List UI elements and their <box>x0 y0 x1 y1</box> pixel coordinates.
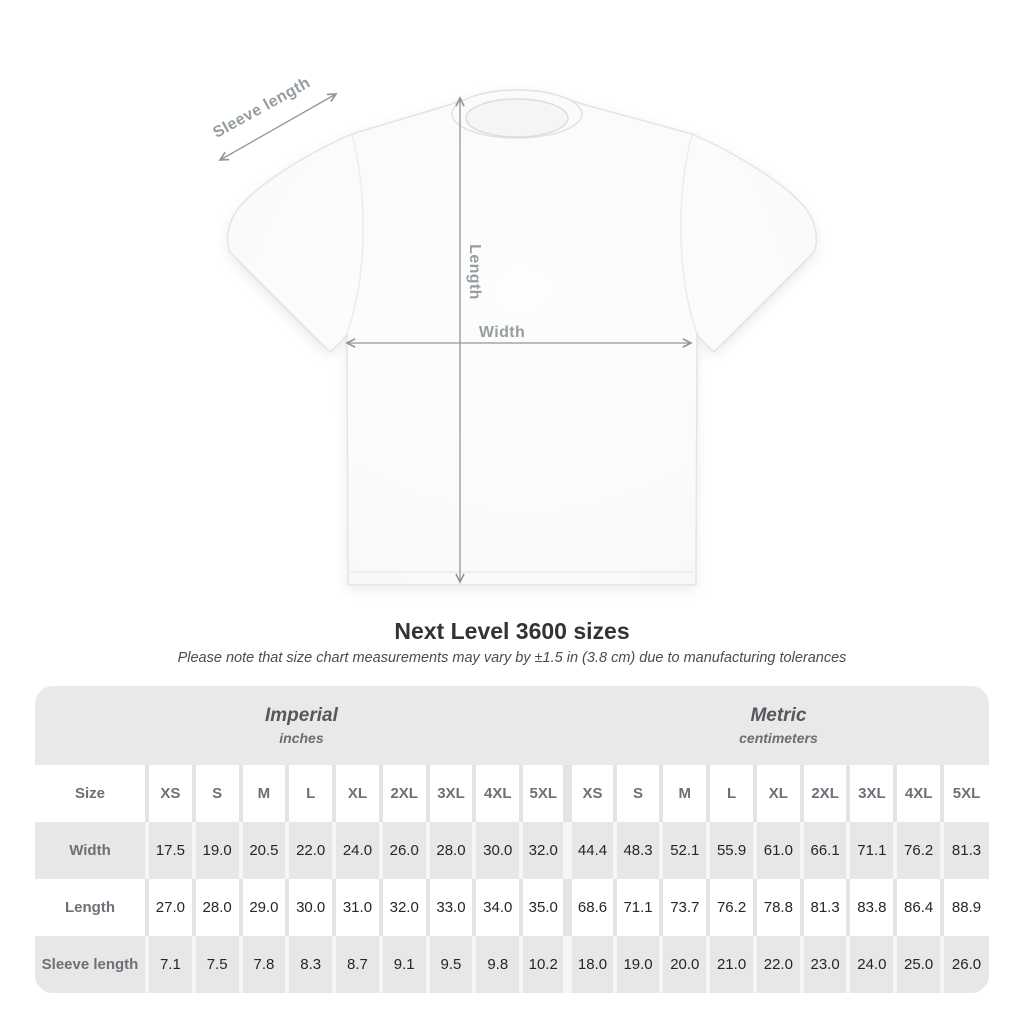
value-cell: 33.0 <box>428 879 475 936</box>
collar-inner <box>466 99 568 137</box>
value-cell: 7.8 <box>241 936 288 993</box>
value-cell: 76.2 <box>708 879 755 936</box>
value-cell: 71.1 <box>615 879 662 936</box>
value-cell: 83.8 <box>848 879 895 936</box>
value-cell: 20.0 <box>661 936 708 993</box>
value-cell: 81.3 <box>802 879 849 936</box>
column-header-metric-2xl: 2XL <box>802 765 849 822</box>
column-header-metric-m: M <box>661 765 708 822</box>
value-cell: 20.5 <box>241 822 288 879</box>
tolerance-note: Please note that size chart measurements may vary by ±1.5 in (3.8 cm) due to manufacturing tolerances <box>177 650 847 666</box>
value-cell: 19.0 <box>615 936 662 993</box>
size-chart-table <box>35 686 989 993</box>
value-cell: 19.0 <box>194 822 241 879</box>
imperial-group-sublabel: inches <box>279 730 324 746</box>
value-cell: 32.0 <box>521 822 568 879</box>
value-cell: 28.0 <box>428 822 475 879</box>
value-cell: 26.0 <box>942 936 989 993</box>
value-cell: 23.0 <box>802 936 849 993</box>
value-cell: 9.5 <box>428 936 475 993</box>
table-row-width <box>35 822 989 879</box>
value-cell: 7.1 <box>147 936 194 993</box>
value-cell: 30.0 <box>474 822 521 879</box>
value-cell: 81.3 <box>942 822 989 879</box>
value-cell: 34.0 <box>474 879 521 936</box>
value-cell: 68.6 <box>568 879 615 936</box>
value-cell: 35.0 <box>521 879 568 936</box>
column-header-imperial-5xl: 5XL <box>521 765 568 822</box>
page-title: Next Level 3600 sizes <box>394 618 630 644</box>
value-cell: 10.2 <box>521 936 568 993</box>
value-cell: 61.0 <box>755 822 802 879</box>
value-cell: 55.9 <box>708 822 755 879</box>
metric-group-header <box>568 686 989 765</box>
value-cell: 52.1 <box>661 822 708 879</box>
column-header-row <box>35 765 989 822</box>
column-header-metric-xl: XL <box>755 765 802 822</box>
unit-group-row <box>35 686 989 765</box>
metric-group-sublabel: centimeters <box>739 730 818 746</box>
value-cell: 78.8 <box>755 879 802 936</box>
sleeve-length-label: Sleeve length <box>210 74 314 142</box>
value-cell: 71.1 <box>848 822 895 879</box>
column-header-metric-xs: XS <box>568 765 615 822</box>
value-cell: 18.0 <box>568 936 615 993</box>
value-cell: 30.0 <box>287 879 334 936</box>
column-header-imperial-s: S <box>194 765 241 822</box>
value-cell: 7.5 <box>194 936 241 993</box>
value-cell: 8.7 <box>334 936 381 993</box>
row-label: Width <box>35 822 147 879</box>
value-cell: 9.1 <box>381 936 428 993</box>
column-header-imperial-xs: XS <box>147 765 194 822</box>
value-cell: 32.0 <box>381 879 428 936</box>
value-cell: 29.0 <box>241 879 288 936</box>
value-cell: 44.4 <box>568 822 615 879</box>
value-cell: 24.0 <box>334 822 381 879</box>
size-chart-table-container <box>35 686 989 993</box>
value-cell: 27.0 <box>147 879 194 936</box>
size-table-body <box>35 686 989 993</box>
column-header-metric-3xl: 3XL <box>848 765 895 822</box>
width-label: Width <box>478 324 526 341</box>
value-cell: 8.3 <box>287 936 334 993</box>
row-label: Sleeve length <box>35 936 147 993</box>
imperial-group-label: Imperial <box>265 705 338 726</box>
column-header-imperial-xl: XL <box>334 765 381 822</box>
value-cell: 88.9 <box>942 879 989 936</box>
value-cell: 22.0 <box>755 936 802 993</box>
value-cell: 9.8 <box>474 936 521 993</box>
metric-group-label: Metric <box>750 705 807 726</box>
value-cell: 28.0 <box>194 879 241 936</box>
value-cell: 22.0 <box>287 822 334 879</box>
column-header-imperial-3xl: 3XL <box>428 765 475 822</box>
value-cell: 76.2 <box>895 822 942 879</box>
value-cell: 31.0 <box>334 879 381 936</box>
value-cell: 24.0 <box>848 936 895 993</box>
table-row-length <box>35 879 989 936</box>
size-header-cell: Size <box>35 765 147 822</box>
value-cell: 86.4 <box>895 879 942 936</box>
value-cell: 48.3 <box>615 822 662 879</box>
column-header-metric-5xl: 5XL <box>942 765 989 822</box>
column-header-metric-l: L <box>708 765 755 822</box>
value-cell: 25.0 <box>895 936 942 993</box>
column-header-metric-4xl: 4XL <box>895 765 942 822</box>
value-cell: 21.0 <box>708 936 755 993</box>
value-cell: 26.0 <box>381 822 428 879</box>
length-label: Length <box>466 244 483 300</box>
table-row-sleeve-length <box>35 936 989 993</box>
imperial-group-header <box>35 686 568 765</box>
row-label: Length <box>35 879 147 936</box>
column-header-imperial-2xl: 2XL <box>381 765 428 822</box>
column-header-metric-s: S <box>615 765 662 822</box>
value-cell: 73.7 <box>661 879 708 936</box>
column-header-imperial-m: M <box>241 765 288 822</box>
column-header-imperial-4xl: 4XL <box>474 765 521 822</box>
value-cell: 17.5 <box>147 822 194 879</box>
column-header-imperial-l: L <box>287 765 334 822</box>
value-cell: 66.1 <box>802 822 849 879</box>
